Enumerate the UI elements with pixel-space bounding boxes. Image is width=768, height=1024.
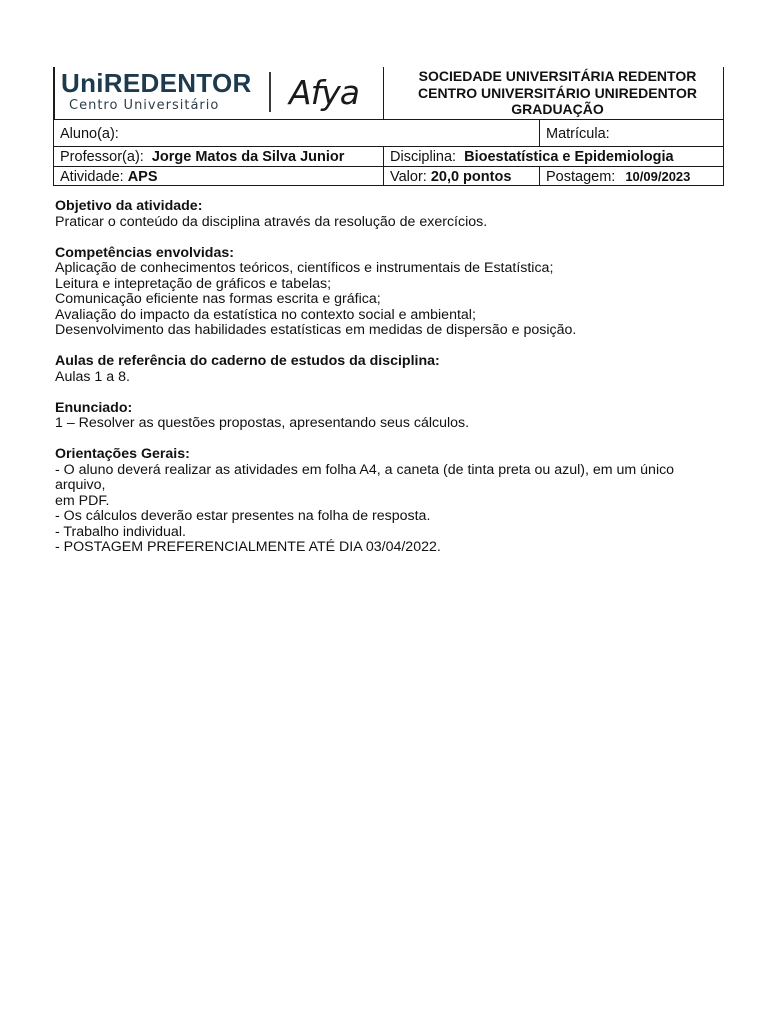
registration-label: Matrícula:: [546, 125, 610, 142]
institution-line-3: GRADUAÇÃO: [511, 101, 604, 117]
uniredentor-logo: UniREDENTOR: [61, 68, 252, 98]
logo-area: [54, 67, 384, 119]
professor-field: [54, 147, 383, 167]
statement-section: [55, 401, 725, 432]
activity-value: APS: [127, 168, 158, 185]
statement-line: 1 – Resolver as questões propostas, apresentando seus cálculos.: [55, 415, 470, 431]
competencies-section: [55, 246, 725, 339]
discipline-value: Bioestatística e Epidemiologia: [464, 149, 674, 165]
reference-title: Aulas de referência do caderno de estudos da disciplina:: [55, 353, 440, 369]
value-label: Valor:: [390, 168, 427, 185]
posting-date: 10/09/2023: [625, 169, 691, 184]
afya-logo: Afya: [289, 73, 359, 112]
objective-line: Praticar o conteúdo da disciplina através da resolução de exercícios.: [55, 213, 488, 230]
student-field[interactable]: [54, 120, 539, 147]
guideline-item: em PDF.: [55, 492, 110, 509]
objective-section: [55, 199, 725, 230]
posting-label: Postagem:: [546, 168, 616, 185]
activity-label: Atividade:: [60, 168, 124, 185]
institution-line-2: CENTRO UNIVERSITÁRIO UNIREDENTOR: [418, 84, 697, 101]
competency-item: Avaliação do impacto da estatística no contexto social e ambiental;: [55, 306, 476, 323]
competency-item: Aplicação de conhecimentos teóricos, científicos e instrumentais de Estatística;: [55, 260, 554, 276]
student-row: [54, 119, 723, 147]
document-body: [55, 199, 725, 571]
institution-line-1: SOCIEDADE UNIVERSITÁRIA REDENTOR: [418, 68, 697, 84]
professor-label: Professor(a):: [60, 149, 144, 165]
logo-divider: [269, 72, 271, 112]
posting-field: [539, 167, 723, 186]
uniredentor-logo-subtitle: Centro Universitário: [69, 98, 220, 113]
discipline-label: Disciplina:: [390, 149, 457, 165]
registration-field[interactable]: [539, 120, 723, 147]
guideline-item: - O aluno deverá realizar as atividades em folha A4, a caneta (de tinta preta ou azul), em um único arquivo,: [55, 461, 675, 493]
guideline-item: - Os cálculos deverão estar presentes na folha de resposta.: [55, 508, 431, 524]
professor-value: Jorge Matos da Silva Junior: [151, 149, 345, 165]
statement-title: Enunciado:: [55, 399, 133, 416]
guidelines-title: Orientações Gerais:: [55, 446, 190, 462]
reference-section: [55, 354, 725, 385]
professor-row: [54, 146, 723, 167]
discipline-field: [383, 147, 723, 167]
student-label: Aluno(a):: [60, 125, 119, 142]
document-header: [53, 67, 724, 186]
reference-line: Aulas 1 a 8.: [55, 368, 130, 385]
value-field: [383, 167, 539, 186]
guidelines-section: [55, 447, 725, 556]
activity-row: [54, 166, 723, 186]
competency-item: Comunicação eficiente nas formas escrita e gráfica;: [55, 291, 381, 307]
activity-field: [54, 167, 383, 186]
competencies-title: Competências envolvidas:: [55, 244, 234, 261]
value-value: 20,0 pontos: [430, 168, 512, 185]
competency-item: Leitura e intepretação de gráficos e tabelas;: [55, 275, 332, 292]
guideline-item: - Trabalho individual.: [55, 523, 186, 540]
objective-title: Objetivo da atividade:: [55, 198, 203, 214]
institution-block: [383, 67, 723, 119]
guideline-item: - POSTAGEM PREFERENCIALMENTE ATÉ DIA 03/04/2022.: [55, 539, 441, 555]
competency-item: Desenvolvimento das habilidades estatísticas em medidas de dispersão e posição.: [55, 322, 577, 338]
